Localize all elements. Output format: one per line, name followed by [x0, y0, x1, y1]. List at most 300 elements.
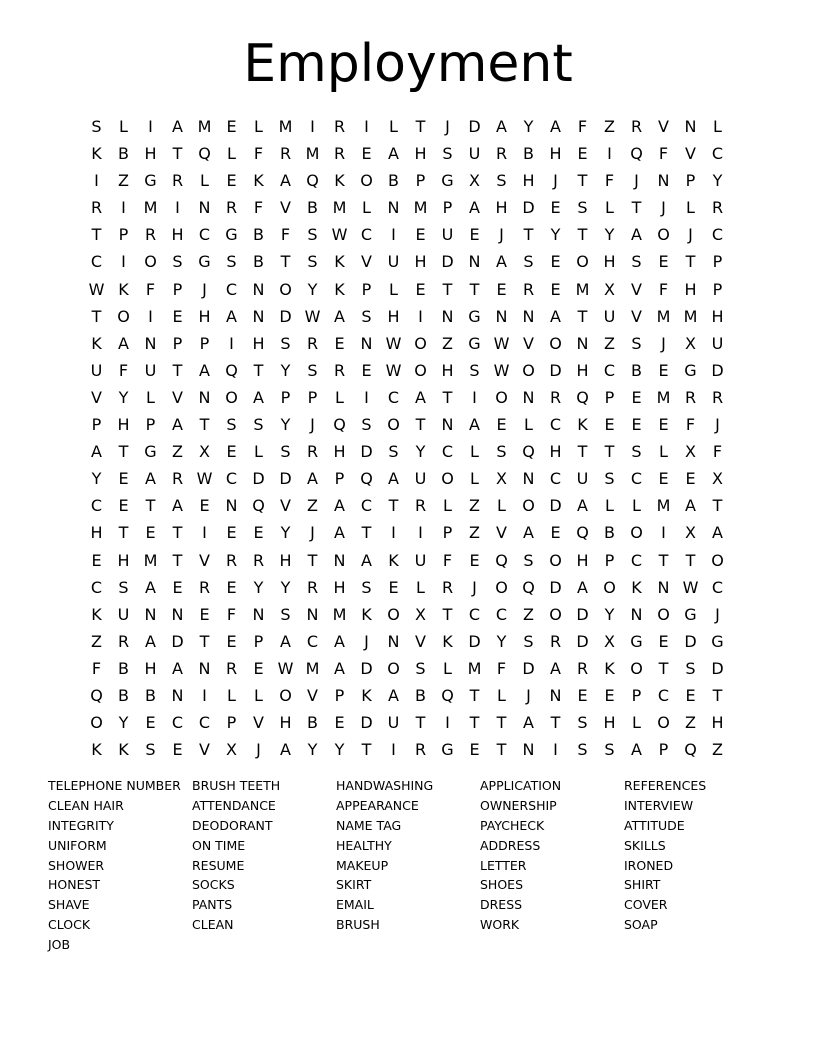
grid-letter[interactable]: T: [496, 713, 507, 733]
grid-letter[interactable]: J: [310, 523, 315, 543]
grid-letter[interactable]: C: [657, 685, 670, 705]
grid-letter[interactable]: A: [172, 117, 183, 136]
grid-letter[interactable]: H: [171, 225, 184, 245]
grid-letter[interactable]: I: [121, 252, 126, 272]
grid-letter[interactable]: S: [469, 360, 480, 380]
grid-letter[interactable]: E: [550, 279, 561, 299]
grid-letter[interactable]: E: [334, 713, 345, 733]
grid-letter[interactable]: A: [145, 631, 156, 651]
grid-letter[interactable]: I: [418, 523, 423, 543]
grid-letter[interactable]: K: [334, 171, 345, 191]
grid-letter[interactable]: W: [385, 360, 402, 380]
grid-letter[interactable]: A: [361, 550, 372, 570]
grid-letter[interactable]: E: [496, 415, 507, 435]
grid-letter[interactable]: Y: [307, 279, 318, 299]
grid-letter[interactable]: P: [226, 713, 237, 733]
grid-letter[interactable]: P: [334, 685, 345, 705]
grid-letter[interactable]: S: [496, 171, 507, 191]
grid-letter[interactable]: O: [657, 604, 670, 624]
grid-letter[interactable]: H: [279, 713, 292, 733]
grid-letter[interactable]: C: [90, 496, 103, 516]
grid-letter[interactable]: O: [711, 550, 724, 570]
grid-letter[interactable]: N: [198, 658, 211, 678]
grid-letter[interactable]: L: [443, 658, 452, 678]
grid-letter[interactable]: W: [88, 279, 105, 299]
grid-letter[interactable]: N: [522, 387, 535, 407]
grid-letter[interactable]: S: [577, 713, 588, 733]
grid-letter[interactable]: M: [656, 306, 671, 326]
grid-letter[interactable]: V: [496, 523, 507, 543]
grid-letter[interactable]: R: [306, 333, 319, 353]
grid-letter[interactable]: C: [468, 604, 481, 624]
grid-letter[interactable]: G: [684, 604, 697, 624]
grid-letter[interactable]: P: [199, 333, 210, 353]
grid-letter[interactable]: S: [577, 198, 588, 218]
grid-letter[interactable]: N: [144, 333, 157, 353]
grid-letter[interactable]: S: [604, 469, 615, 489]
grid-letter[interactable]: X: [469, 171, 480, 191]
grid-letter[interactable]: P: [253, 631, 264, 651]
grid-letter[interactable]: P: [712, 279, 723, 299]
grid-letter[interactable]: J: [499, 225, 504, 245]
grid-letter[interactable]: O: [495, 387, 508, 407]
grid-letter[interactable]: R: [279, 144, 292, 164]
grid-letter[interactable]: Q: [225, 360, 238, 380]
grid-letter[interactable]: A: [172, 496, 183, 516]
grid-letter[interactable]: P: [361, 279, 372, 299]
grid-letter[interactable]: F: [604, 171, 615, 191]
grid-letter[interactable]: G: [684, 360, 697, 380]
grid-letter[interactable]: Q: [630, 144, 643, 164]
grid-letter[interactable]: R: [414, 740, 427, 760]
grid-letter[interactable]: X: [199, 442, 210, 462]
grid-letter[interactable]: N: [171, 685, 184, 705]
grid-letter[interactable]: U: [414, 469, 427, 489]
grid-letter[interactable]: A: [685, 496, 696, 516]
grid-letter[interactable]: S: [631, 442, 642, 462]
grid-letter[interactable]: X: [685, 523, 696, 543]
grid-letter[interactable]: T: [712, 496, 723, 516]
grid-letter[interactable]: T: [685, 550, 696, 570]
grid-letter[interactable]: N: [252, 306, 265, 326]
grid-letter[interactable]: F: [685, 415, 696, 435]
grid-letter[interactable]: E: [172, 306, 183, 326]
grid-letter[interactable]: L: [416, 577, 425, 597]
grid-letter[interactable]: H: [279, 550, 292, 570]
grid-letter[interactable]: M: [683, 306, 698, 326]
grid-letter[interactable]: Z: [442, 333, 453, 353]
grid-letter[interactable]: K: [334, 279, 345, 299]
grid-letter[interactable]: F: [658, 279, 669, 299]
grid-letter[interactable]: E: [91, 550, 102, 570]
grid-letter[interactable]: J: [202, 279, 207, 299]
grid-letter[interactable]: T: [442, 604, 453, 624]
grid-letter[interactable]: E: [253, 523, 264, 543]
grid-letter[interactable]: D: [279, 469, 292, 489]
grid-letter[interactable]: E: [361, 144, 372, 164]
grid-letter[interactable]: M: [413, 198, 428, 218]
grid-letter[interactable]: J: [553, 171, 558, 191]
grid-letter[interactable]: N: [684, 117, 697, 136]
grid-letter[interactable]: V: [631, 279, 642, 299]
grid-letter[interactable]: W: [493, 333, 510, 353]
grid-letter[interactable]: I: [391, 740, 396, 760]
grid-letter[interactable]: P: [91, 415, 102, 435]
grid-letter[interactable]: U: [468, 144, 481, 164]
grid-letter[interactable]: E: [226, 117, 237, 136]
grid-letter[interactable]: T: [442, 387, 453, 407]
grid-letter[interactable]: Z: [604, 333, 615, 353]
grid-letter[interactable]: S: [361, 306, 372, 326]
grid-letter[interactable]: E: [226, 523, 237, 543]
grid-letter[interactable]: K: [91, 740, 102, 760]
grid-letter[interactable]: E: [469, 740, 480, 760]
grid-letter[interactable]: B: [145, 685, 156, 705]
grid-letter[interactable]: A: [388, 469, 399, 489]
grid-letter[interactable]: C: [549, 469, 562, 489]
grid-letter[interactable]: N: [468, 252, 481, 272]
grid-letter[interactable]: G: [441, 740, 454, 760]
grid-letter[interactable]: U: [387, 252, 400, 272]
grid-letter[interactable]: Y: [280, 577, 291, 597]
grid-letter[interactable]: K: [361, 685, 372, 705]
grid-letter[interactable]: X: [415, 604, 426, 624]
grid-letter[interactable]: A: [334, 496, 345, 516]
grid-letter[interactable]: F: [145, 279, 156, 299]
grid-letter[interactable]: R: [684, 387, 697, 407]
grid-letter[interactable]: G: [630, 631, 643, 651]
grid-letter[interactable]: H: [441, 360, 454, 380]
grid-letter[interactable]: F: [577, 117, 588, 136]
grid-letter[interactable]: G: [441, 171, 454, 191]
grid-letter[interactable]: R: [144, 225, 157, 245]
grid-letter[interactable]: X: [712, 469, 723, 489]
grid-letter[interactable]: O: [441, 469, 454, 489]
grid-letter[interactable]: I: [175, 198, 180, 218]
grid-letter[interactable]: R: [306, 442, 319, 462]
grid-letter[interactable]: E: [604, 685, 615, 705]
grid-letter[interactable]: R: [630, 117, 643, 136]
grid-letter[interactable]: B: [415, 685, 426, 705]
grid-letter[interactable]: L: [254, 117, 263, 136]
grid-letter[interactable]: H: [198, 306, 211, 326]
grid-letter[interactable]: S: [415, 658, 426, 678]
grid-letter[interactable]: P: [712, 252, 723, 272]
grid-letter[interactable]: R: [333, 360, 346, 380]
grid-letter[interactable]: I: [148, 117, 153, 136]
grid-letter[interactable]: T: [118, 442, 129, 462]
grid-letter[interactable]: L: [254, 685, 263, 705]
grid-letter[interactable]: Z: [712, 740, 723, 760]
grid-letter[interactable]: S: [91, 117, 102, 136]
grid-letter[interactable]: D: [171, 631, 184, 651]
grid-letter[interactable]: V: [280, 496, 291, 516]
grid-letter[interactable]: A: [469, 415, 480, 435]
grid-letter[interactable]: B: [631, 360, 642, 380]
grid-letter[interactable]: L: [335, 387, 344, 407]
grid-letter[interactable]: R: [171, 171, 184, 191]
grid-letter[interactable]: C: [549, 415, 562, 435]
grid-letter[interactable]: M: [332, 198, 347, 218]
grid-letter[interactable]: J: [364, 631, 369, 651]
grid-letter[interactable]: N: [549, 685, 562, 705]
grid-letter[interactable]: M: [332, 604, 347, 624]
grid-letter[interactable]: D: [522, 658, 535, 678]
grid-letter[interactable]: K: [91, 144, 102, 164]
grid-letter[interactable]: Q: [333, 415, 346, 435]
grid-letter[interactable]: I: [445, 713, 450, 733]
grid-letter[interactable]: D: [711, 360, 724, 380]
grid-letter[interactable]: C: [225, 469, 238, 489]
grid-letter[interactable]: K: [91, 604, 102, 624]
grid-letter[interactable]: V: [523, 333, 534, 353]
grid-letter[interactable]: L: [686, 198, 695, 218]
grid-letter[interactable]: O: [144, 252, 157, 272]
grid-letter[interactable]: L: [632, 713, 641, 733]
grid-letter[interactable]: T: [577, 442, 588, 462]
grid-letter[interactable]: Q: [306, 171, 319, 191]
grid-letter[interactable]: R: [441, 577, 454, 597]
grid-letter[interactable]: R: [549, 631, 562, 651]
grid-letter[interactable]: T: [172, 360, 183, 380]
grid-letter[interactable]: L: [605, 496, 614, 516]
grid-letter[interactable]: H: [711, 306, 724, 326]
grid-letter[interactable]: N: [630, 604, 643, 624]
grid-letter[interactable]: O: [549, 333, 562, 353]
grid-letter[interactable]: T: [550, 713, 561, 733]
grid-letter[interactable]: T: [172, 144, 183, 164]
grid-letter[interactable]: R: [306, 577, 319, 597]
grid-letter[interactable]: N: [198, 198, 211, 218]
grid-letter[interactable]: J: [526, 685, 531, 705]
grid-letter[interactable]: L: [524, 415, 533, 435]
grid-letter[interactable]: E: [172, 740, 183, 760]
grid-letter[interactable]: M: [305, 144, 320, 164]
grid-letter[interactable]: T: [415, 415, 426, 435]
grid-letter[interactable]: T: [361, 523, 372, 543]
grid-letter[interactable]: U: [576, 469, 589, 489]
grid-letter[interactable]: Q: [576, 523, 589, 543]
grid-letter[interactable]: R: [198, 577, 211, 597]
grid-letter[interactable]: L: [227, 685, 236, 705]
grid-letter[interactable]: Y: [280, 360, 291, 380]
grid-letter[interactable]: C: [306, 631, 319, 651]
grid-letter[interactable]: E: [550, 198, 561, 218]
grid-letter[interactable]: Y: [604, 604, 615, 624]
grid-letter[interactable]: A: [415, 387, 426, 407]
grid-letter[interactable]: T: [280, 252, 291, 272]
grid-letter[interactable]: C: [171, 713, 184, 733]
grid-letter[interactable]: R: [414, 496, 427, 516]
grid-letter[interactable]: S: [442, 144, 453, 164]
grid-letter[interactable]: I: [310, 117, 315, 136]
grid-letter[interactable]: R: [576, 658, 589, 678]
grid-letter[interactable]: O: [387, 604, 400, 624]
grid-letter[interactable]: T: [631, 198, 642, 218]
grid-letter[interactable]: M: [656, 387, 671, 407]
grid-letter[interactable]: P: [442, 198, 453, 218]
grid-letter[interactable]: T: [469, 279, 480, 299]
grid-letter[interactable]: B: [388, 171, 399, 191]
grid-letter[interactable]: Q: [441, 685, 454, 705]
grid-letter[interactable]: E: [361, 360, 372, 380]
grid-letter[interactable]: L: [632, 496, 641, 516]
grid-letter[interactable]: M: [143, 550, 158, 570]
grid-letter[interactable]: Q: [198, 144, 211, 164]
grid-letter[interactable]: E: [685, 685, 696, 705]
grid-letter[interactable]: T: [469, 685, 480, 705]
grid-letter[interactable]: Z: [469, 523, 480, 543]
grid-letter[interactable]: F: [91, 658, 102, 678]
grid-letter[interactable]: N: [657, 171, 670, 191]
grid-letter[interactable]: O: [603, 577, 616, 597]
grid-letter[interactable]: R: [90, 198, 103, 218]
grid-letter[interactable]: K: [604, 658, 615, 678]
grid-letter[interactable]: R: [252, 550, 265, 570]
grid-letter[interactable]: N: [576, 333, 589, 353]
grid-letter[interactable]: Y: [550, 225, 561, 245]
grid-letter[interactable]: V: [361, 252, 372, 272]
grid-letter[interactable]: L: [200, 171, 209, 191]
grid-letter[interactable]: K: [253, 171, 264, 191]
grid-letter[interactable]: K: [118, 740, 129, 760]
grid-letter[interactable]: A: [388, 685, 399, 705]
grid-letter[interactable]: G: [144, 171, 157, 191]
grid-letter[interactable]: O: [630, 523, 643, 543]
grid-letter[interactable]: H: [117, 415, 130, 435]
grid-letter[interactable]: T: [388, 496, 399, 516]
grid-letter[interactable]: E: [658, 252, 669, 272]
grid-letter[interactable]: R: [225, 658, 238, 678]
grid-letter[interactable]: Z: [91, 631, 102, 651]
grid-letter[interactable]: S: [307, 252, 318, 272]
grid-letter[interactable]: R: [333, 144, 346, 164]
grid-letter[interactable]: N: [225, 496, 238, 516]
grid-letter[interactable]: E: [199, 604, 210, 624]
grid-letter[interactable]: T: [415, 117, 426, 136]
grid-letter[interactable]: E: [658, 631, 669, 651]
grid-letter[interactable]: M: [278, 117, 293, 136]
grid-letter[interactable]: S: [631, 252, 642, 272]
grid-letter[interactable]: S: [307, 360, 318, 380]
grid-letter[interactable]: Y: [91, 469, 102, 489]
grid-letter[interactable]: T: [658, 550, 669, 570]
grid-letter[interactable]: T: [712, 685, 723, 705]
grid-letter[interactable]: L: [362, 198, 371, 218]
grid-letter[interactable]: E: [658, 360, 669, 380]
grid-letter[interactable]: D: [279, 306, 292, 326]
grid-letter[interactable]: N: [171, 604, 184, 624]
grid-letter[interactable]: A: [631, 740, 642, 760]
grid-letter[interactable]: T: [199, 631, 210, 651]
grid-letter[interactable]: N: [522, 740, 535, 760]
grid-letter[interactable]: Q: [360, 469, 373, 489]
grid-letter[interactable]: E: [118, 469, 129, 489]
grid-letter[interactable]: J: [634, 171, 639, 191]
grid-letter[interactable]: B: [523, 144, 534, 164]
grid-letter[interactable]: N: [306, 604, 319, 624]
grid-letter[interactable]: U: [711, 333, 724, 353]
grid-letter[interactable]: E: [145, 713, 156, 733]
grid-letter[interactable]: E: [469, 225, 480, 245]
grid-letter[interactable]: N: [252, 604, 265, 624]
grid-letter[interactable]: C: [495, 604, 508, 624]
grid-letter[interactable]: A: [172, 658, 183, 678]
grid-letter[interactable]: D: [468, 117, 481, 136]
grid-letter[interactable]: H: [576, 360, 589, 380]
grid-letter[interactable]: Q: [576, 387, 589, 407]
grid-letter[interactable]: G: [468, 306, 481, 326]
grid-letter[interactable]: E: [496, 279, 507, 299]
grid-letter[interactable]: S: [361, 415, 372, 435]
grid-letter[interactable]: M: [305, 658, 320, 678]
grid-letter[interactable]: P: [604, 387, 615, 407]
grid-letter[interactable]: A: [496, 117, 507, 136]
grid-letter[interactable]: W: [682, 577, 699, 597]
grid-letter[interactable]: B: [604, 523, 615, 543]
grid-letter[interactable]: E: [658, 415, 669, 435]
grid-letter[interactable]: L: [389, 117, 398, 136]
grid-letter[interactable]: A: [199, 360, 210, 380]
grid-letter[interactable]: S: [226, 415, 237, 435]
grid-letter[interactable]: A: [334, 306, 345, 326]
grid-letter[interactable]: I: [472, 387, 477, 407]
grid-letter[interactable]: B: [118, 658, 129, 678]
grid-letter[interactable]: A: [280, 171, 291, 191]
grid-letter[interactable]: I: [202, 685, 207, 705]
grid-letter[interactable]: V: [307, 685, 318, 705]
grid-letter[interactable]: A: [388, 144, 399, 164]
grid-letter[interactable]: E: [415, 279, 426, 299]
grid-letter[interactable]: L: [470, 469, 479, 489]
grid-letter[interactable]: O: [414, 333, 427, 353]
grid-letter[interactable]: I: [94, 171, 99, 191]
grid-letter[interactable]: A: [334, 658, 345, 678]
grid-letter[interactable]: N: [495, 306, 508, 326]
grid-letter[interactable]: L: [254, 442, 263, 462]
grid-letter[interactable]: V: [253, 713, 264, 733]
grid-letter[interactable]: Q: [252, 496, 265, 516]
grid-letter[interactable]: I: [661, 523, 666, 543]
grid-letter[interactable]: T: [307, 550, 318, 570]
grid-letter[interactable]: H: [144, 144, 157, 164]
grid-letter[interactable]: C: [90, 252, 103, 272]
grid-letter[interactable]: E: [415, 225, 426, 245]
grid-letter[interactable]: I: [121, 198, 126, 218]
grid-letter[interactable]: O: [279, 279, 292, 299]
grid-letter[interactable]: J: [310, 415, 315, 435]
grid-letter[interactable]: W: [493, 360, 510, 380]
grid-letter[interactable]: I: [553, 740, 558, 760]
grid-letter[interactable]: J: [256, 740, 261, 760]
grid-letter[interactable]: T: [577, 225, 588, 245]
grid-letter[interactable]: D: [711, 658, 724, 678]
grid-letter[interactable]: P: [172, 333, 183, 353]
grid-letter[interactable]: S: [307, 225, 318, 245]
grid-letter[interactable]: K: [91, 333, 102, 353]
grid-letter[interactable]: C: [630, 550, 643, 570]
grid-letter[interactable]: F: [118, 360, 129, 380]
grid-letter[interactable]: Z: [685, 713, 696, 733]
grid-letter[interactable]: L: [119, 117, 128, 136]
grid-letter[interactable]: T: [361, 740, 372, 760]
grid-letter[interactable]: A: [496, 252, 507, 272]
grid-letter[interactable]: A: [523, 523, 534, 543]
grid-letter[interactable]: I: [391, 225, 396, 245]
grid-letter[interactable]: O: [90, 713, 103, 733]
grid-letter[interactable]: Q: [90, 685, 103, 705]
grid-letter[interactable]: C: [225, 279, 238, 299]
